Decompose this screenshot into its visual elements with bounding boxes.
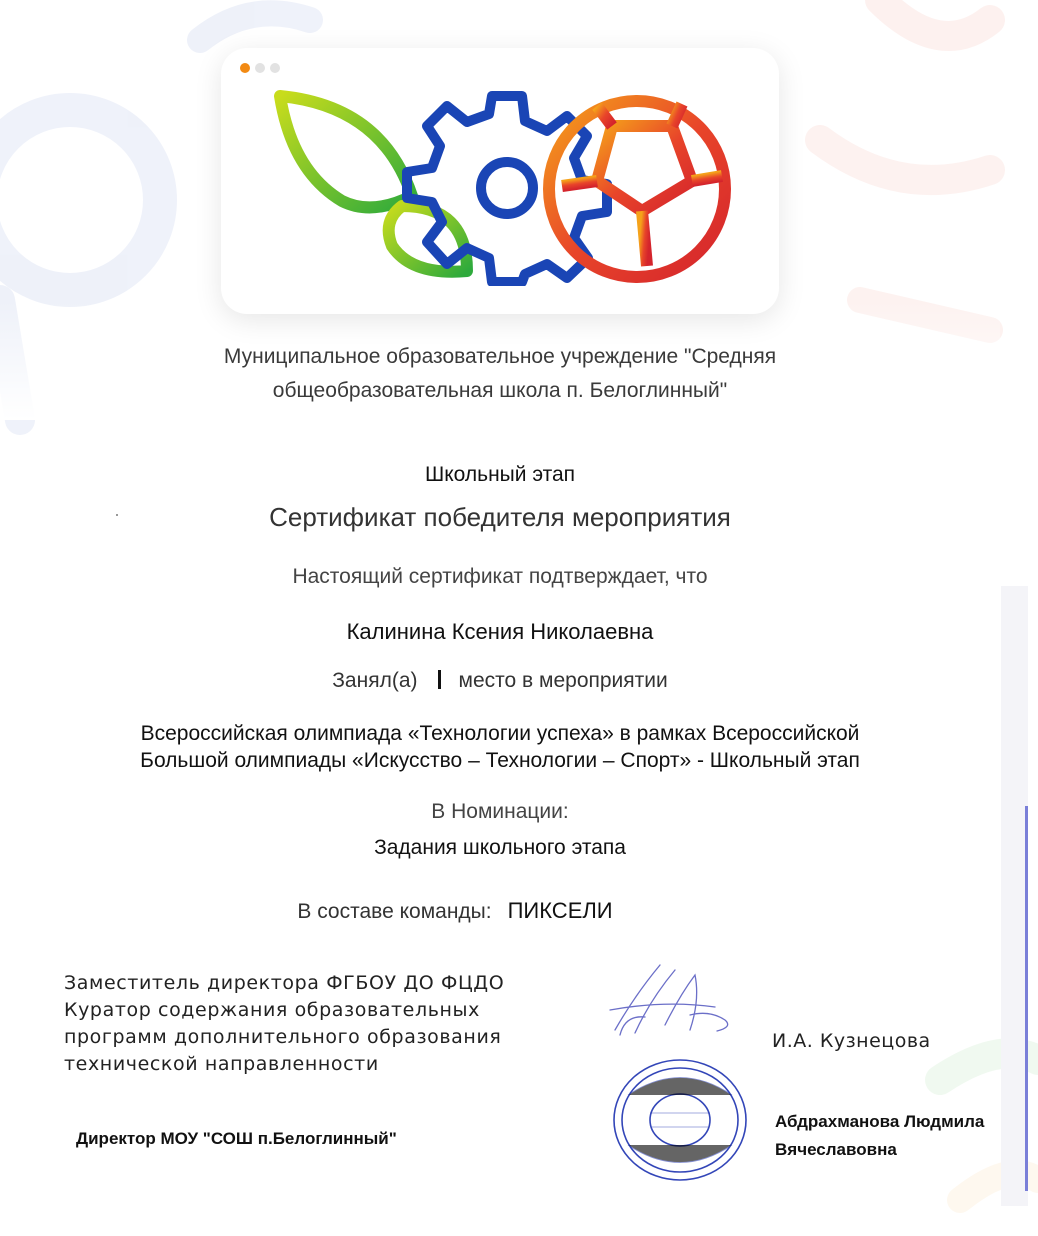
event-name bbox=[60, 720, 940, 774]
institution-name bbox=[0, 340, 1000, 408]
confirmation-text: Настоящий сертификат подтверждает, что bbox=[292, 565, 708, 588]
team-line bbox=[0, 898, 910, 924]
scrollbar-thumb[interactable] bbox=[1025, 806, 1028, 1191]
carousel-dots bbox=[240, 63, 280, 73]
institution-line-1: Муниципальное образовательное учреждение "Средняя bbox=[223, 345, 777, 368]
nomination-value: Задания школьного этапа bbox=[374, 836, 626, 859]
team-label: В составе команды: bbox=[297, 900, 492, 923]
olympiad-logo bbox=[262, 86, 732, 286]
stage-label: Школьный этап bbox=[424, 463, 576, 486]
director-title: Директор МОУ "СОШ п.Белоглинный" bbox=[76, 1129, 397, 1148]
scrollbar[interactable] bbox=[1001, 586, 1028, 1206]
event-line-2: Большой олимпиады «Искусство – Технологии – Спорт» - Школьный этап bbox=[140, 749, 860, 772]
leaf-icon bbox=[280, 96, 467, 272]
place-number-bar bbox=[438, 670, 441, 689]
deputy-line-2: Куратор содержания образовательных bbox=[64, 999, 480, 1021]
ball-icon bbox=[549, 101, 725, 277]
recipient-name: Калинина Ксения Николаевна bbox=[346, 619, 654, 644]
deputy-name: И.А. Кузнецова bbox=[772, 1030, 931, 1052]
school-stamp bbox=[610, 1055, 750, 1185]
institution-line-2: общеобразовательная школа п. Белоглинный" bbox=[272, 379, 728, 402]
deputy-title bbox=[64, 970, 504, 1078]
carousel-dot-1[interactable] bbox=[240, 63, 250, 73]
deputy-line-1: Заместитель директора ФГБОУ ДО ФЦДО bbox=[64, 972, 505, 994]
director-name-line-1: Абдрахманова Людмила bbox=[775, 1112, 985, 1131]
deputy-line-3: программ дополнительного образования bbox=[64, 1026, 502, 1048]
nomination-label: В Номинации: bbox=[431, 800, 569, 823]
team-value: ПИКСЕЛИ bbox=[507, 898, 613, 923]
director-name bbox=[775, 1108, 984, 1164]
carousel-dot-3[interactable] bbox=[270, 63, 280, 73]
handwritten-signature bbox=[605, 955, 745, 1045]
place-suffix: место в мероприятии bbox=[458, 669, 668, 692]
director-name-line-2: Вячеславовна bbox=[775, 1140, 897, 1159]
deputy-line-4: технической направленности bbox=[64, 1053, 379, 1075]
place-prefix: Занял(а) bbox=[332, 669, 418, 692]
place-line bbox=[0, 669, 1000, 693]
carousel-dot-2[interactable] bbox=[255, 63, 265, 73]
certificate-title: Сертификат победителя мероприятия bbox=[269, 502, 731, 532]
event-line-1: Всероссийская олимпиада «Технологии успеха» в рамках Всероссийской bbox=[140, 722, 860, 745]
